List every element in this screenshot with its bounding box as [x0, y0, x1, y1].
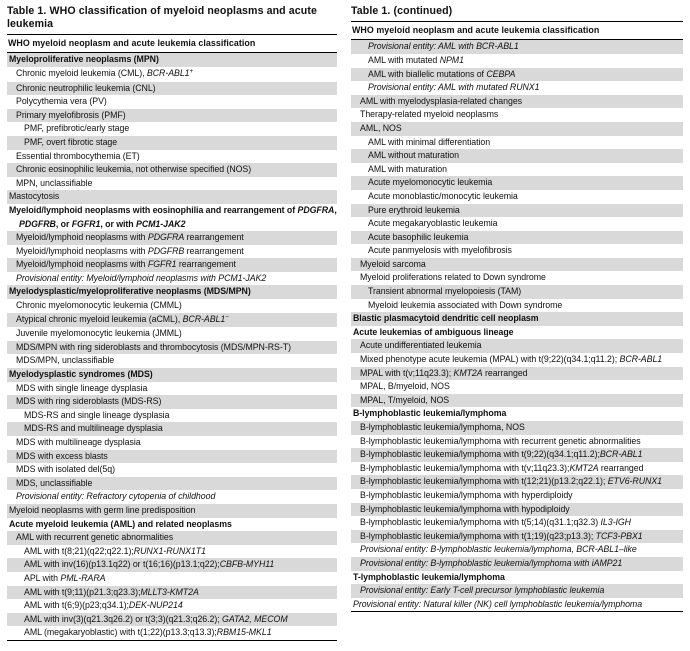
row-text: Mastocytosis	[9, 191, 60, 202]
row-text: Myeloid proliferations related to Down syndrome	[360, 272, 546, 283]
row-text: , or with	[100, 218, 136, 229]
row-text: B-lymphoblastic leukemia/lymphoma with recurrent genetic abnormalities	[360, 435, 641, 446]
row-text: , or	[55, 218, 72, 229]
gene-name: PCM1-JAK2	[136, 218, 186, 229]
row-text: Chronic eosinophilic leukemia, not otherwise specified (NOS)	[16, 164, 252, 175]
row-text: MDS with multilineage dysplasia	[16, 437, 141, 447]
table-row	[7, 613, 337, 627]
table-row	[351, 394, 683, 408]
row-text: MPAL, T/myeloid, NOS	[360, 394, 450, 405]
gene-name: BCR-ABL1	[182, 313, 226, 324]
table-row	[351, 503, 683, 517]
row-text: B-lymphoblastic leukemia/lymphoma with t(5;14)(q31.1;q32.3)	[360, 517, 601, 528]
table-row	[7, 313, 337, 328]
table-row	[351, 543, 683, 557]
table-row	[7, 422, 337, 436]
gene-name: BCR-ABL1	[599, 449, 643, 460]
table-row	[7, 450, 337, 464]
row-text: Chronic myeloid leukemia (CML),	[16, 67, 147, 78]
row-text: MDS with ring sideroblasts (MDS-RS)	[16, 396, 162, 407]
table-row	[7, 258, 337, 272]
table-row	[7, 163, 337, 177]
row-text: Acute undifferentiated leukemia	[360, 340, 482, 351]
row-text: Acute myelomonocytic leukemia	[368, 177, 493, 188]
row-text: Acute panmyelosis with myelofibrosis	[368, 245, 512, 256]
gene-name: BCR-ABL1	[619, 354, 663, 365]
table-row	[7, 368, 337, 382]
table-row	[351, 326, 683, 340]
table-row	[7, 518, 337, 532]
table-row	[351, 421, 683, 435]
gene-name: PDGFRB	[19, 218, 56, 229]
table-row	[351, 339, 683, 353]
row-text: B-lymphoblastic leukemia/lymphoma with hypodiploidy	[360, 503, 570, 514]
table-row	[351, 380, 683, 394]
row-text: MPAL with t(v;11q23.3);	[360, 367, 454, 378]
gene-name: MLLT3-KMT2A	[140, 586, 199, 597]
row-text: Myeloproliferative neoplasms (MPN)	[9, 54, 159, 65]
row-text: Myeloid leukemia associated with Down syndrome	[368, 299, 563, 310]
gene-name: FGFR1	[147, 259, 177, 270]
rows-left	[7, 53, 337, 640]
row-text: Juvenile myelomonocytic leukemia (JMML)	[16, 328, 182, 339]
row-text: Atypical chronic myeloid leukemia (aCML),	[16, 313, 183, 324]
row-text: Primary myelofibrosis (PMF)	[16, 109, 126, 120]
row-text: +	[189, 67, 194, 75]
table-row	[7, 109, 337, 123]
row-text: MDS with isolated del(5q)	[16, 464, 115, 475]
row-text: ,	[334, 204, 337, 215]
table-row	[351, 489, 683, 503]
gene-name: ETV6-RUNX1	[607, 476, 662, 487]
table-row	[7, 599, 337, 613]
table-row	[7, 299, 337, 313]
gene-name: GATA2, MECOM	[222, 613, 288, 624]
row-text: Therapy-related myeloid neoplasms	[360, 109, 499, 120]
table-row	[7, 395, 337, 409]
row-text: AML with inv(3)(q21.3q26.2) or t(3;3)(q21.3;q26.2);	[24, 613, 223, 624]
table-row	[351, 271, 683, 285]
table-row	[351, 312, 683, 326]
row-text: B-lymphoblastic leukemia/lymphoma with t(v;11q23.3);	[360, 462, 570, 473]
table-row	[351, 475, 683, 489]
table-row	[351, 516, 683, 530]
row-text: Provisional entity: Natural killer (NK) cell lymphoblastic leukemia/lymphoma	[353, 598, 643, 609]
table-row	[7, 558, 337, 572]
row-text: Essential thrombocythemia (ET)	[16, 150, 140, 161]
row-text: Provisional entity: B-lymphoblastic leukemia/lymphoma, BCR-ABL1–like	[360, 544, 637, 555]
row-text: Myeloid/lymphoid neoplasms with eosinophilia and rearrangement of	[9, 204, 298, 215]
row-text: PMF, prefibrotic/early stage	[24, 123, 130, 134]
table-row	[7, 272, 337, 286]
row-text: AML with biallelic mutations of	[368, 68, 487, 79]
gene-name: PDGFRB	[147, 245, 185, 256]
row-text: Pure erythroid leukemia	[368, 204, 460, 215]
table-row	[7, 409, 337, 423]
table-row	[351, 299, 683, 313]
row-text: Provisional entity: B-lymphoblastic leukemia/lymphoma with iAMP21	[360, 557, 623, 568]
row-text: Polycythemia vera (PV)	[16, 96, 107, 107]
row-text: Provisional entity: Refractory cytopenia of childhood	[16, 491, 216, 502]
row-text: AML with mutated	[368, 54, 440, 65]
table-row	[7, 463, 337, 477]
row-text: B-lymphoblastic leukemia/lymphoma with hyperdiploidy	[360, 489, 573, 500]
row-text: Myeloid/lymphoid neoplasms with	[16, 232, 148, 243]
table-row	[351, 244, 683, 258]
row-text: MPAL, B/myeloid, NOS	[360, 381, 450, 392]
row-text: Myeloid/lymphoid neoplasms with	[16, 259, 148, 270]
row-text: B-lymphoblastic leukemia/lymphoma, NOS	[360, 422, 525, 432]
table-row	[7, 190, 337, 204]
table-row	[351, 217, 683, 231]
table-row	[351, 448, 683, 462]
gene-name: RBM15-MKL1	[216, 627, 272, 638]
table-row	[351, 122, 683, 136]
table-row	[351, 557, 683, 571]
table-row	[7, 245, 337, 259]
column-header-right: WHO myeloid neoplasm and acute leukemia classification	[352, 25, 600, 36]
row-text: APL with	[24, 572, 61, 583]
row-text: AML (megakaryoblastic) with t(1;22)(p13.3;q13.3);	[24, 627, 217, 638]
row-text: Acute monoblastic/monocytic leukemia	[368, 190, 518, 201]
gene-name: DEK-NUP214	[128, 600, 183, 611]
row-text: Acute megakaryoblastic leukemia	[368, 218, 498, 229]
rule-bottom-right	[351, 611, 683, 612]
gene-name: RUNX1-RUNX1T1	[133, 545, 206, 556]
gene-name: PDGFRA	[297, 204, 335, 215]
row-text: Myelodysplastic/myeloproliferative neoplasms (MDS/MPN)	[9, 286, 251, 297]
table-row	[351, 190, 683, 204]
row-text: AML with recurrent genetic abnormalities	[16, 532, 174, 543]
table-row	[351, 40, 683, 54]
table-row	[351, 204, 683, 218]
table-row	[7, 545, 337, 559]
table-row	[351, 136, 683, 150]
table-row	[351, 54, 683, 68]
row-text: PMF, overt fibrotic stage	[24, 136, 118, 147]
table-row	[7, 572, 337, 586]
table-row	[7, 67, 337, 82]
gene-name: PDGFRA	[147, 232, 185, 243]
row-text: Provisional entity: AML with mutated RUNX1	[368, 82, 540, 93]
row-text: Myeloid neoplasms with germ line predisposition	[9, 504, 196, 515]
table-row	[7, 504, 337, 518]
table-row	[7, 354, 337, 368]
gene-name: BCR-ABL1	[146, 67, 190, 78]
row-text: B-lymphoblastic leukemia/lymphoma	[353, 408, 507, 419]
gene-name: KMT2A	[453, 367, 483, 378]
table-row	[351, 163, 683, 177]
table-row	[351, 435, 683, 449]
row-text: −	[225, 313, 229, 321]
table-row	[7, 382, 337, 396]
row-text: MDS/MPN, unclassifiable	[16, 355, 115, 366]
row-text: AML with myelodysplasia-related changes	[360, 95, 523, 106]
table-title-left: Table 1. WHO classification of myeloid neoplasms and acute leukemia	[7, 5, 317, 30]
table-row	[7, 531, 337, 545]
row-text: MDS/MPN with ring sideroblasts and thrombocytosis (MDS/MPN-RS-T)	[16, 341, 291, 352]
row-text: Chronic neutrophilic leukemia (CNL)	[16, 82, 156, 93]
table-column-right	[351, 0, 683, 612]
table-row	[7, 436, 337, 450]
table-row	[351, 68, 683, 82]
table-row	[351, 108, 683, 122]
table-row	[351, 353, 683, 367]
row-text: Myeloid/lymphoid neoplasms with	[16, 245, 148, 256]
row-text: rearrangement	[176, 259, 236, 270]
table-row	[7, 341, 337, 355]
table-row	[351, 95, 683, 109]
column-header-left: WHO myeloid neoplasm and acute leukemia classification	[8, 38, 256, 49]
table-row	[7, 231, 337, 245]
table-row	[351, 530, 683, 544]
row-text: Provisional entity: Early T-cell precursor lymphoblastic leukemia	[360, 585, 605, 596]
rule-bottom-left	[7, 640, 337, 641]
row-text: rearranged	[598, 462, 644, 473]
table-row	[7, 150, 337, 164]
table-row	[351, 258, 683, 272]
row-text: MDS with excess blasts	[16, 450, 108, 461]
row-text: AML with t(8;21)(q22;q22.1);	[24, 545, 134, 556]
gene-name: IL3-IGH	[600, 517, 631, 528]
table-row	[351, 584, 683, 598]
table-row	[351, 285, 683, 299]
row-text: Myeloid sarcoma	[360, 258, 426, 269]
row-text: Provisional entity: AML with BCR-ABL1	[368, 41, 519, 52]
row-text: Provisional entity: Myeloid/lymphoid neoplasms with PCM1-JAK2	[16, 272, 267, 283]
gene-name: KMT2A	[569, 462, 599, 473]
row-text: Transient abnormal myelopoiesis (TAM)	[368, 286, 522, 297]
row-text: Blastic plasmacytoid dendritic cell neoplasm	[353, 313, 539, 324]
table-row	[7, 136, 337, 150]
row-text: Chronic myelomonocytic leukemia (CMML)	[16, 300, 182, 311]
table-row	[7, 82, 337, 96]
row-text: MDS with single lineage dysplasia	[16, 382, 148, 393]
table-row	[7, 327, 337, 341]
gene-name: PML-RARA	[60, 572, 106, 583]
table-row	[351, 367, 683, 381]
row-text: AML without maturation	[368, 150, 459, 161]
row-text: AML with t(6;9)(p23;q34.1);	[24, 600, 129, 611]
table-row	[351, 571, 683, 585]
row-text: B-lymphoblastic leukemia/lymphoma with t(12;21)(p13.2;q22.1);	[360, 476, 608, 487]
row-text: B-lymphoblastic leukemia/lymphoma with t(1;19)(q23;p13.3);	[360, 530, 596, 541]
gene-name: CEBPA	[486, 68, 516, 79]
row-text: AML with minimal differentiation	[368, 136, 491, 147]
table-column-left	[7, 0, 337, 641]
table-row	[7, 177, 337, 191]
gene-name: FGFR1	[71, 218, 101, 229]
row-text: B-lymphoblastic leukemia/lymphoma with t(9;22)(q34.1;q11.2);	[360, 449, 600, 460]
table-row	[7, 122, 337, 136]
row-text: rearrangement	[184, 245, 244, 256]
row-text: MPN, unclassifiable	[16, 177, 93, 188]
table-row	[351, 598, 683, 612]
table-row	[351, 81, 683, 95]
row-text: Acute basophilic leukemia	[368, 231, 469, 242]
table-row	[7, 204, 337, 231]
row-text: T-lymphoblastic leukemia/lymphoma	[353, 571, 505, 582]
table-row	[351, 407, 683, 421]
table-row	[7, 53, 337, 67]
table-row	[351, 462, 683, 476]
table-row	[7, 477, 337, 491]
row-text: AML with t(9;11)(p21.3;q23.3);	[24, 586, 141, 597]
row-text: AML, NOS	[360, 122, 402, 133]
row-text: Acute leukemias of ambiguous lineage	[353, 326, 514, 337]
rows-right	[351, 40, 683, 611]
row-text: AML with inv(16)(p13.1q22) or t(16;16)(p13.1;q22);	[24, 559, 220, 570]
table-row	[351, 149, 683, 163]
row-text: MDS-RS and single lineage dysplasia	[24, 409, 170, 420]
row-text: rearrangement	[184, 232, 244, 243]
row-text: MDS, unclassifiable	[16, 477, 93, 488]
table-row	[7, 586, 337, 600]
gene-name: NPM1	[439, 54, 464, 65]
table-row	[7, 285, 337, 299]
row-text: Acute myeloid leukemia (AML) and related neoplasms	[9, 518, 232, 529]
gene-name: TCF3-PBX1	[595, 530, 643, 541]
table-row	[351, 231, 683, 245]
table-row	[7, 626, 337, 640]
row-text: AML with maturation	[368, 163, 447, 174]
table-row	[7, 490, 337, 504]
table-title-right: Table 1. (continued)	[351, 5, 453, 17]
gene-name: CBFB-MYH11	[219, 559, 275, 570]
row-text: Myelodysplastic syndromes (MDS)	[9, 369, 153, 380]
row-text: MDS-RS and multilineage dysplasia	[24, 423, 163, 434]
row-text: Mixed phenotype acute leukemia (MPAL) with t(9;22)(q34.1;q11.2);	[360, 354, 620, 365]
row-text: rearranged	[482, 367, 528, 378]
table-row	[351, 176, 683, 190]
table-row	[7, 95, 337, 109]
